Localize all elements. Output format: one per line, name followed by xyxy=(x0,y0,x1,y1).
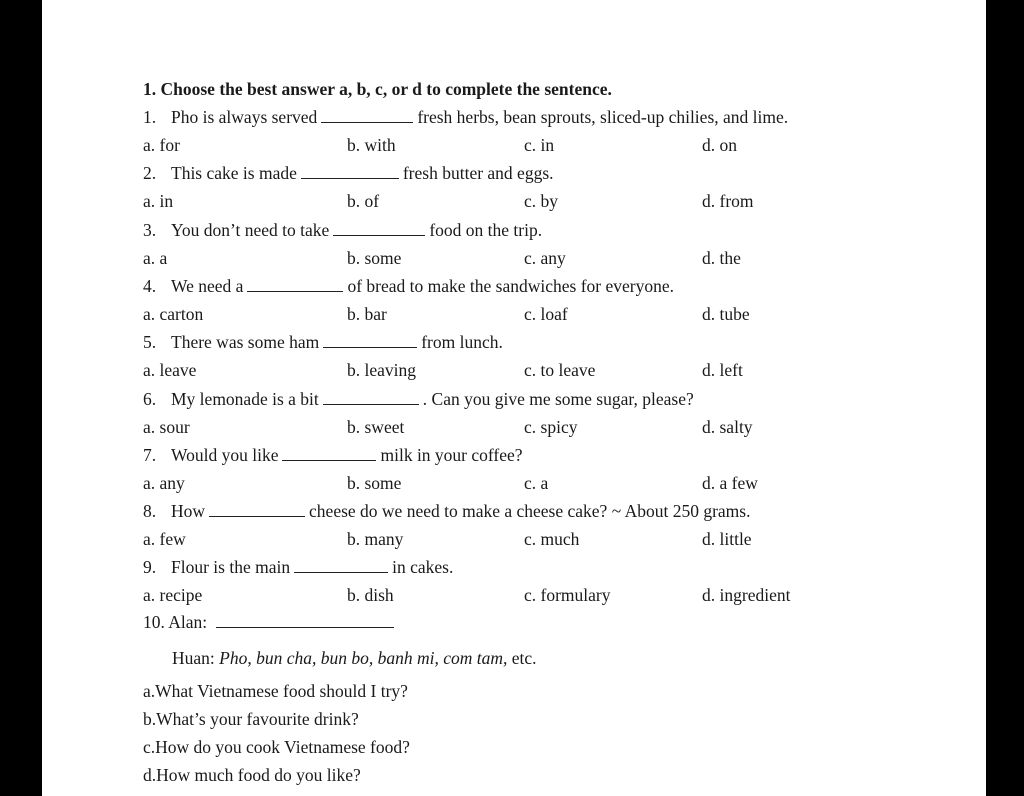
question-number: 3. xyxy=(143,220,157,240)
question-2 xyxy=(143,162,554,184)
question-10-prefix: 10. Alan: xyxy=(143,612,208,632)
question-number: 5. xyxy=(143,332,157,352)
question-text-before: My lemonade is a bit xyxy=(171,389,319,409)
section-heading: 1. Choose the best answer a, b, c, or d to complete the sentence. xyxy=(143,79,612,99)
q10-option-a[interactable]: a.What Vietnamese food should I try? xyxy=(143,681,408,701)
question-6-option-c[interactable]: c. spicy xyxy=(524,417,578,437)
question-text-before: This cake is made xyxy=(171,163,297,183)
question-number: 4. xyxy=(143,276,157,296)
question-1-option-d[interactable]: d. on xyxy=(702,135,737,155)
question-9-option-d[interactable]: d. ingredient xyxy=(702,585,791,605)
question-5-option-c[interactable]: c. to leave xyxy=(524,360,596,380)
question-5 xyxy=(143,331,503,353)
question-3-option-b[interactable]: b. some xyxy=(347,248,402,268)
huan-food-list: Pho, bun cha, bun bo, banh mi, com tam, xyxy=(219,648,508,668)
question-5-option-d[interactable]: d. left xyxy=(702,360,743,380)
question-2-option-c[interactable]: c. by xyxy=(524,191,559,211)
question-number: 1. xyxy=(143,107,157,127)
question-8-option-d[interactable]: d. little xyxy=(702,529,752,549)
question-3-option-a[interactable]: a. a xyxy=(143,248,168,268)
question-1-option-b[interactable]: b. with xyxy=(347,135,396,155)
question-text-before: We need a xyxy=(171,276,244,296)
q10-option-d[interactable]: d.How much food do you like? xyxy=(143,765,361,785)
question-text-after: fresh butter and eggs. xyxy=(402,163,554,183)
answer-blank xyxy=(323,333,417,348)
answer-blank xyxy=(216,613,394,628)
question-9-option-c[interactable]: c. formulary xyxy=(524,585,611,605)
answer-blank xyxy=(282,446,376,461)
question-1-option-a[interactable]: a. for xyxy=(143,135,180,155)
answer-blank xyxy=(323,390,419,405)
question-5-option-b[interactable]: b. leaving xyxy=(347,360,417,380)
question-text-after: food on the trip. xyxy=(429,220,543,240)
question-text-after: fresh herbs, bean sprouts, sliced-up chilies, and lime. xyxy=(417,107,789,127)
question-text-before: Flour is the main xyxy=(171,557,291,577)
question-9 xyxy=(143,556,453,578)
question-5-option-a[interactable]: a. leave xyxy=(143,360,197,380)
q10-option-c[interactable]: c.How do you cook Vietnamese food? xyxy=(143,737,410,757)
question-text-after: milk in your coffee? xyxy=(380,445,523,465)
question-number: 2. xyxy=(143,163,157,183)
question-7-option-c[interactable]: c. a xyxy=(524,473,549,493)
question-6-option-a[interactable]: a. sour xyxy=(143,417,190,437)
question-1-option-c[interactable]: c. in xyxy=(524,135,555,155)
question-number: 7. xyxy=(143,445,157,465)
question-4-option-b[interactable]: b. bar xyxy=(347,304,387,324)
huan-label: Huan: xyxy=(172,648,215,668)
answer-blank xyxy=(301,164,399,179)
question-7-option-d[interactable]: d. a few xyxy=(702,473,758,493)
question-text-before: Pho is always served xyxy=(171,107,318,127)
question-1 xyxy=(143,106,788,128)
question-7-option-a[interactable]: a. any xyxy=(143,473,185,493)
question-number: 9. xyxy=(143,557,157,577)
question-2-option-a[interactable]: a. in xyxy=(143,191,174,211)
question-3 xyxy=(143,219,542,241)
question-6-option-d[interactable]: d. salty xyxy=(702,417,753,437)
huan-suffix: etc. xyxy=(511,648,537,668)
question-text-before: There was some ham xyxy=(171,332,320,352)
question-text-before: How xyxy=(171,501,206,521)
question-number: 6. xyxy=(143,389,157,409)
question-8 xyxy=(143,500,750,522)
worksheet-page xyxy=(42,0,986,796)
question-text-after: in cakes. xyxy=(392,557,454,577)
question-8-option-c[interactable]: c. much xyxy=(524,529,580,549)
question-number: 8. xyxy=(143,501,157,521)
question-text-before: You don’t need to take xyxy=(171,220,330,240)
answer-blank xyxy=(333,221,425,236)
question-7-option-b[interactable]: b. some xyxy=(347,473,402,493)
answer-blank xyxy=(321,108,413,123)
question-3-option-c[interactable]: c. any xyxy=(524,248,566,268)
question-10 xyxy=(143,611,398,633)
question-text-after: cheese do we need to make a cheese cake? ~ About 250 grams. xyxy=(309,501,751,521)
question-9-option-a[interactable]: a. recipe xyxy=(143,585,203,605)
question-2-option-d[interactable]: d. from xyxy=(702,191,754,211)
question-text-after: . Can you give me some sugar, please? xyxy=(422,389,694,409)
answer-blank xyxy=(247,277,343,292)
question-7 xyxy=(143,444,523,466)
question-3-option-d[interactable]: d. the xyxy=(702,248,741,268)
answer-blank xyxy=(209,502,305,517)
question-6-option-b[interactable]: b. sweet xyxy=(347,417,405,437)
question-6 xyxy=(143,388,694,410)
question-4-option-c[interactable]: c. loaf xyxy=(524,304,568,324)
question-2-option-b[interactable]: b. of xyxy=(347,191,380,211)
question-4 xyxy=(143,275,674,297)
question-9-option-b[interactable]: b. dish xyxy=(347,585,394,605)
question-8-option-a[interactable]: a. few xyxy=(143,529,186,549)
question-4-option-a[interactable]: a. carton xyxy=(143,304,204,324)
question-8-option-b[interactable]: b. many xyxy=(347,529,404,549)
huan-line xyxy=(172,647,537,669)
question-text-after: of bread to make the sandwiches for everyone. xyxy=(347,276,674,296)
question-text-after: from lunch. xyxy=(421,332,503,352)
answer-blank xyxy=(294,558,388,573)
question-text-before: Would you like xyxy=(171,445,279,465)
q10-option-b[interactable]: b.What’s your favourite drink? xyxy=(143,709,359,729)
question-4-option-d[interactable]: d. tube xyxy=(702,304,750,324)
